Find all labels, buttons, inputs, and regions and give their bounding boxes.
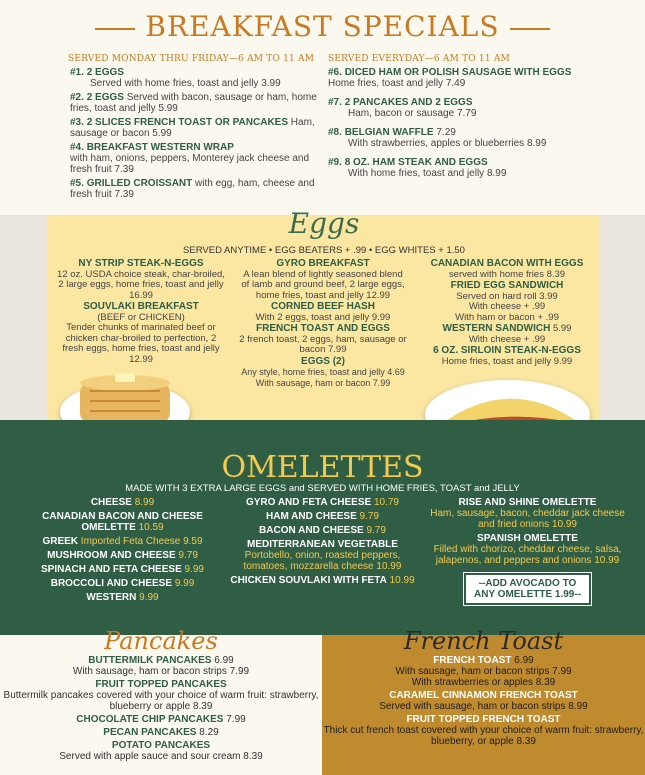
item-desc: Portobello, onion, roasted peppers, tomatoes, mozzarella cheese [243, 550, 401, 572]
breakfast-specials-title [0, 10, 645, 43]
item-name: MEDITERRANEAN VEGETABLE [247, 539, 398, 550]
section-title: BREAKFAST SPECIALS [145, 10, 500, 43]
item-desc: With ham or bacon + .99 [455, 311, 559, 323]
item-price: 10.79 [373, 497, 399, 508]
eggs-item [418, 259, 596, 280]
item-price: 10.99 [389, 575, 415, 586]
item-desc: With sausage, ham or bacon strips 7.99 [72, 666, 250, 677]
eggs-column-2 [238, 259, 408, 389]
omelette-item [225, 575, 420, 586]
special-desc: With strawberries, apples or blueberries 8.99 [348, 138, 547, 149]
item-price: 7.99 [226, 714, 246, 725]
add-avocado-box [464, 573, 591, 605]
omelettes-column-3 [430, 497, 625, 605]
item-desc: (BEEF or CHICKEN) [97, 311, 185, 323]
item-name: BROCCOLI AND CHEESE [50, 578, 173, 589]
item-price: 10.99 [376, 561, 402, 572]
pancakes-list [0, 655, 322, 762]
item-price: 10.59 [138, 522, 164, 533]
item-desc: With cheese + .99 [468, 333, 546, 345]
item-desc: Buttermilk pancakes covered with your choice of warm fruit: strawberry, blueberry or apple 8.39 [3, 690, 319, 712]
item-name: CHICKEN SOUVLAKI WITH FETA [230, 575, 387, 586]
item-desc: Imported Feta Cheese [80, 536, 181, 547]
item-desc: Any style, home fries, toast and jelly 4.69 [241, 367, 405, 377]
special-item [70, 117, 320, 139]
omelette-item [30, 511, 215, 533]
omelette-item [30, 564, 215, 575]
special-number: #5. [70, 178, 84, 189]
special-name: 2 EGGS [86, 92, 124, 103]
item-price: 9.99 [139, 592, 159, 603]
item-price: 6.99 [514, 655, 534, 666]
omelette-item [225, 497, 420, 508]
title-divider-right [510, 28, 550, 30]
special-name: 2 PANCAKES AND 2 EGGS [344, 97, 473, 108]
special-item [70, 142, 320, 175]
item-name: BACON AND CHEESE [259, 525, 364, 536]
omelette-item [30, 550, 215, 561]
special-desc: Ham, bacon or sausage 7.79 [348, 108, 477, 119]
item-name: NY STRIP STEAK-N-EGGS [78, 258, 204, 269]
special-number: #7. [328, 97, 342, 108]
omelette-item [30, 536, 215, 547]
item-name: EGGS (2) [301, 355, 345, 367]
eggs-item [56, 259, 226, 301]
item-name: GYRO BREAKFAST [276, 258, 370, 269]
eggs-item [238, 259, 408, 301]
item-price: 9.59 [183, 536, 203, 547]
item-desc: Served with sausage, ham or bacon strips 8.99 [379, 701, 588, 712]
item-name: RISE AND SHINE OMELETTE [458, 497, 597, 508]
pancake-item [0, 655, 322, 677]
breakfast-specials-section [0, 0, 645, 215]
eggs-item [418, 281, 596, 323]
omelette-item [30, 497, 215, 508]
item-desc: With strawberries or apples 8.39 [411, 677, 556, 688]
item-name: 6 OZ. SIRLOIN STEAK-N-EGGS [433, 345, 581, 356]
item-price: 9.79 [178, 550, 198, 561]
item-name: WESTERN [86, 592, 137, 603]
item-desc: With sausage, ham or bacon strips 7.99 [395, 666, 572, 677]
special-desc: Home fries, toast and jelly 7.49 [328, 78, 466, 89]
item-desc: Served with apple sauce and sour cream 8.39 [59, 751, 263, 762]
eggs-subtitle: SERVED ANYTIME • EGG BEATERS + .99 • EGG WHITES + 1.50 [183, 245, 465, 256]
french-toast-item [322, 714, 645, 747]
item-price: 9.79 [359, 511, 379, 522]
item-name: SPINACH AND FETA CHEESE [40, 564, 182, 575]
special-name: 8 OZ. HAM STEAK AND EGGS [344, 157, 488, 168]
special-desc: Served with bacon, sausage or ham, home fries, toast and jelly 5.99 [70, 92, 317, 114]
item-desc: Home fries, toast and jelly 9.99 [441, 355, 573, 367]
served-weekday-label: SERVED MONDAY THRU FRIDAY—6 AM TO 11 AM [68, 54, 315, 64]
item-name: POTATO PANCAKES [111, 740, 211, 751]
special-number: #1. [70, 67, 84, 78]
eggs-column-1 [56, 259, 226, 366]
special-item [328, 127, 578, 149]
item-price: 8.29 [199, 727, 219, 738]
eggs-item [418, 346, 596, 367]
item-name: FRUIT TOPPED FRENCH TOAST [406, 714, 561, 725]
omelettes-section [0, 420, 645, 635]
item-price: 9.79 [366, 525, 386, 536]
specials-left-column [70, 67, 320, 203]
item-name: SPANISH OMELETTE [477, 533, 578, 544]
pancake-item [0, 714, 322, 725]
item-desc: Ham, sausage, bacon, cheddar jack cheese and fried onions [430, 508, 625, 530]
special-number: #2. [70, 92, 84, 103]
eggs-item [238, 357, 408, 389]
item-name: FRENCH TOAST AND EGGS [256, 323, 390, 334]
title-divider-left [95, 28, 135, 30]
item-name: FRENCH TOAST [433, 655, 512, 666]
special-desc: with egg, ham, cheese and fresh fruit 7.39 [70, 178, 315, 200]
omelettes-column-1 [30, 497, 215, 606]
item-name: CHEESE [90, 497, 132, 508]
avocado-line: --ADD AVOCADO TO [478, 578, 577, 589]
item-desc: With cheese + .99 [468, 301, 546, 312]
item-name: CANADIAN BACON AND CHEESE OMELETTE [42, 511, 203, 533]
eggs-section [0, 207, 645, 420]
special-item [328, 97, 578, 119]
special-desc: With home fries, toast and jelly 8.99 [348, 168, 507, 179]
eggs-heading: Eggs [288, 207, 360, 240]
item-name: FRUIT TOPPED PANCAKES [95, 679, 227, 690]
item-name: FRIED EGG SANDWICH [450, 280, 564, 291]
french-toast-item [322, 655, 645, 688]
special-item [70, 67, 320, 89]
special-name: BELGIAN WAFFLE [344, 127, 434, 138]
french-toast-heading: French Toast [403, 627, 564, 655]
omelettes-heading: OMELETTES [221, 450, 424, 485]
special-desc: Ham, sausage or bacon 5.99 [70, 117, 315, 139]
item-desc: 12 oz. USDA choice steak, char-broiled, 2 large eggs, home fries, toast and jelly 16.99 [57, 268, 225, 301]
omelette-item [225, 511, 420, 522]
item-desc: 2 french toast, 2 eggs, ham, sausage or bacon 7.99 [239, 333, 407, 355]
omelette-item [430, 497, 625, 530]
eggs-item [238, 302, 408, 323]
item-desc: Served on hard roll 3.99 [456, 290, 558, 302]
served-everyday-label: SERVED EVERYDAY—6 AM TO 11 AM [328, 54, 510, 64]
special-name: GRILLED CROISSANT [86, 178, 193, 189]
item-name: WESTERN SANDWICH [442, 323, 551, 334]
eggs-item [238, 324, 408, 356]
item-name: BUTTERMILK PANCAKES [88, 655, 212, 666]
omelette-item [30, 592, 215, 603]
special-name: BREAKFAST WESTERN WRAP [86, 142, 234, 153]
item-name: CARAMEL CINNAMON FRENCH TOAST [389, 690, 578, 701]
item-price: 10.99 [551, 519, 577, 530]
item-price: 8.99 [134, 497, 155, 508]
special-item [70, 92, 320, 114]
omelettes-column-2 [225, 497, 420, 589]
french-toast-section [322, 627, 645, 775]
omelette-item [225, 525, 420, 536]
omelettes-subtitle: MADE WITH 3 EXTRA LARGE EGGS and SERVED WITH HOME FRIES, TOAST and JELLY [125, 483, 520, 494]
pancake-item [0, 679, 322, 712]
item-desc: served with home fries 8.39 [448, 268, 566, 280]
eggs-item [418, 324, 596, 345]
omelette-item [430, 533, 625, 566]
item-name: SOUVLAKI BREAKFAST [83, 301, 199, 312]
pancakes-section [0, 627, 322, 775]
special-item [328, 157, 578, 179]
item-price: 9.99 [174, 578, 195, 589]
item-desc: Filled with chorizo, cheddar cheese, salsa, jalapenos, and peppers and onions [433, 544, 622, 566]
item-price: 9.99 [184, 564, 204, 575]
special-item [70, 178, 320, 200]
item-price: 5.99 [552, 323, 572, 334]
eggs-column-3 [418, 259, 596, 368]
item-name: MUSHROOM AND CHEESE [47, 550, 176, 561]
item-name: CANADIAN BACON WITH EGGS [430, 258, 584, 269]
omelette-item [30, 578, 215, 589]
special-price: 7.29 [436, 127, 456, 138]
special-name: DICED HAM OR POLISH SAUSAGE WITH EGGS [344, 67, 572, 78]
item-name: CHOCOLATE CHIP PANCAKES [76, 714, 224, 725]
special-desc: with ham, onions, peppers, Monterey jack cheese and fresh fruit 7.39 [70, 153, 310, 175]
item-desc: With 2 eggs, toast and jelly 9.99 [255, 311, 391, 323]
item-desc: Tender chunks of marinated beef or chicken char-broiled to perfection, 2 fresh eggs, home fries, toast and jelly 12.99 [62, 322, 220, 365]
special-name: 2 EGGS [86, 67, 124, 78]
special-number: #6. [328, 67, 342, 78]
pancakes-heading: Pancakes [104, 627, 218, 655]
item-desc: Thick cut french toast covered with your choice of warm fruit: strawberry, blueberry, or apple 8.39 [323, 725, 644, 747]
special-number: #3. [70, 117, 84, 128]
item-desc: A lean blend of lightly seasoned blend of lamb and ground beef, 2 large eggs, home fries, toast and jelly 12.99 [241, 268, 405, 301]
special-desc: Served with home fries, toast and jelly 3.99 [90, 78, 281, 89]
item-name: HAM AND CHEESE [266, 511, 357, 522]
item-name: GYRO AND FETA CHEESE [245, 497, 372, 508]
avocado-line: ANY OMELETTE 1.99-- [473, 589, 582, 600]
pancake-item [0, 727, 322, 738]
item-desc: With sausage, ham or bacon 7.99 [255, 377, 391, 388]
special-number: #4. [70, 142, 84, 153]
item-price: 6.99 [214, 655, 234, 666]
specials-right-column [328, 67, 578, 182]
pancake-item [0, 740, 322, 762]
special-number: #9. [328, 157, 342, 168]
omelette-item [225, 539, 420, 572]
special-item [328, 67, 578, 89]
special-number: #8. [328, 127, 342, 138]
item-name: PECAN PANCAKES [103, 727, 197, 738]
item-name: GREEK [42, 536, 79, 547]
special-name: 2 SLICES FRENCH TOAST OR PANCAKES [86, 117, 289, 128]
item-name: CORNED BEEF HASH [271, 301, 375, 312]
item-price: 10.99 [594, 555, 620, 566]
french-toast-list [322, 655, 645, 747]
french-toast-item [322, 690, 645, 712]
